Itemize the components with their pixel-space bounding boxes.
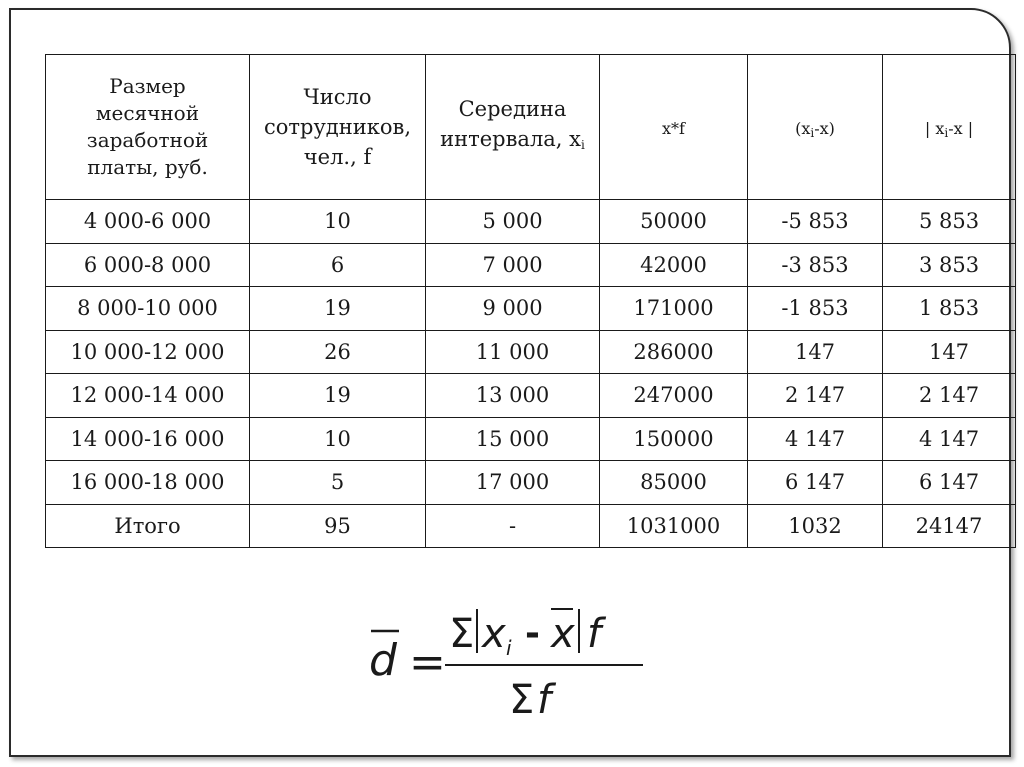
cell-xf: 286000 <box>600 330 748 374</box>
cell-abs-deviation: 2 147 <box>883 374 1016 418</box>
cell-abs-deviation: 5 853 <box>883 200 1016 244</box>
cell-xf: 171000 <box>600 287 748 331</box>
cell-salary: 6 000-8 000 <box>46 243 250 287</box>
cell-count: 19 <box>250 374 426 418</box>
cell-deviation: -5 853 <box>748 200 883 244</box>
table-row <box>46 287 1016 331</box>
formula-den-sigma: Σ <box>509 677 535 723</box>
cell-midpoint: 17 000 <box>426 461 600 505</box>
cell-total-deviation: 1032 <box>748 504 883 548</box>
cell-salary: 12 000-14 000 <box>46 374 250 418</box>
cell-total-abs-deviation: 24147 <box>883 504 1016 548</box>
cell-midpoint: 15 000 <box>426 417 600 461</box>
cell-midpoint: 11 000 <box>426 330 600 374</box>
cell-salary: 16 000-18 000 <box>46 461 250 505</box>
cell-abs-deviation: 1 853 <box>883 287 1016 331</box>
cell-deviation: -1 853 <box>748 287 883 331</box>
cell-abs-deviation: 4 147 <box>883 417 1016 461</box>
cell-count: 26 <box>250 330 426 374</box>
table-row <box>46 461 1016 505</box>
cell-deviation: 147 <box>748 330 883 374</box>
table-row <box>46 374 1016 418</box>
slide-frame <box>9 8 1011 757</box>
formula-num-sigma: Σ <box>449 611 475 657</box>
table-total-row <box>46 504 1016 548</box>
cell-count: 6 <box>250 243 426 287</box>
cell-midpoint: 13 000 <box>426 374 600 418</box>
table-row <box>46 243 1016 287</box>
cell-xf: 50000 <box>600 200 748 244</box>
header-abs-deviation: | $x_i-x$ | <box>883 55 1016 200</box>
formula-num-minus: - <box>525 613 540 654</box>
cell-deviation: -3 853 <box>748 243 883 287</box>
cell-xf: 85000 <box>600 461 748 505</box>
cell-salary: 4 000-6 000 <box>46 200 250 244</box>
cell-xf: 247000 <box>600 374 748 418</box>
header-deviation: $(x_i-x)$ <box>748 55 883 200</box>
cell-abs-deviation: 6 147 <box>883 461 1016 505</box>
salary-table <box>45 54 1016 548</box>
table-header-row <box>46 55 1016 200</box>
cell-total-label: Итого <box>46 504 250 548</box>
formula-num-f: f <box>587 611 602 657</box>
cell-salary: 14 000-16 000 <box>46 417 250 461</box>
formula-lhs: d <box>369 635 397 686</box>
table-row <box>46 417 1016 461</box>
cell-midpoint: 9 000 <box>426 287 600 331</box>
cell-count: 5 <box>250 461 426 505</box>
cell-deviation: 4 147 <box>748 417 883 461</box>
mean-absolute-deviation-formula <box>361 595 661 745</box>
table-row <box>46 330 1016 374</box>
table-row <box>46 200 1016 244</box>
formula-equals: = <box>409 637 446 688</box>
formula-num-xbar: x <box>551 611 575 657</box>
cell-midpoint: 5 000 <box>426 200 600 244</box>
formula-num-x: x <box>482 611 506 657</box>
cell-count: 10 <box>250 200 426 244</box>
header-salary: Размер месячной заработной платы, руб. <box>46 55 250 200</box>
cell-xf: 150000 <box>600 417 748 461</box>
cell-deviation: 2 147 <box>748 374 883 418</box>
cell-total-midpoint: - <box>426 504 600 548</box>
cell-abs-deviation: 3 853 <box>883 243 1016 287</box>
formula-den-f: f <box>537 677 552 723</box>
header-midpoint: Середина интервала, $x_i$ <box>426 55 600 200</box>
cell-midpoint: 7 000 <box>426 243 600 287</box>
cell-abs-deviation: 147 <box>883 330 1016 374</box>
cell-salary: 10 000-12 000 <box>46 330 250 374</box>
cell-total-xf: 1031000 <box>600 504 748 548</box>
cell-salary: 8 000-10 000 <box>46 287 250 331</box>
formula-num-sub: i <box>506 636 512 660</box>
cell-deviation: 6 147 <box>748 461 883 505</box>
header-xf: x*f <box>600 55 748 200</box>
cell-count: 19 <box>250 287 426 331</box>
cell-xf: 42000 <box>600 243 748 287</box>
cell-count: 10 <box>250 417 426 461</box>
cell-total-count: 95 <box>250 504 426 548</box>
header-count: Число сотрудников, чел., f <box>250 55 426 200</box>
